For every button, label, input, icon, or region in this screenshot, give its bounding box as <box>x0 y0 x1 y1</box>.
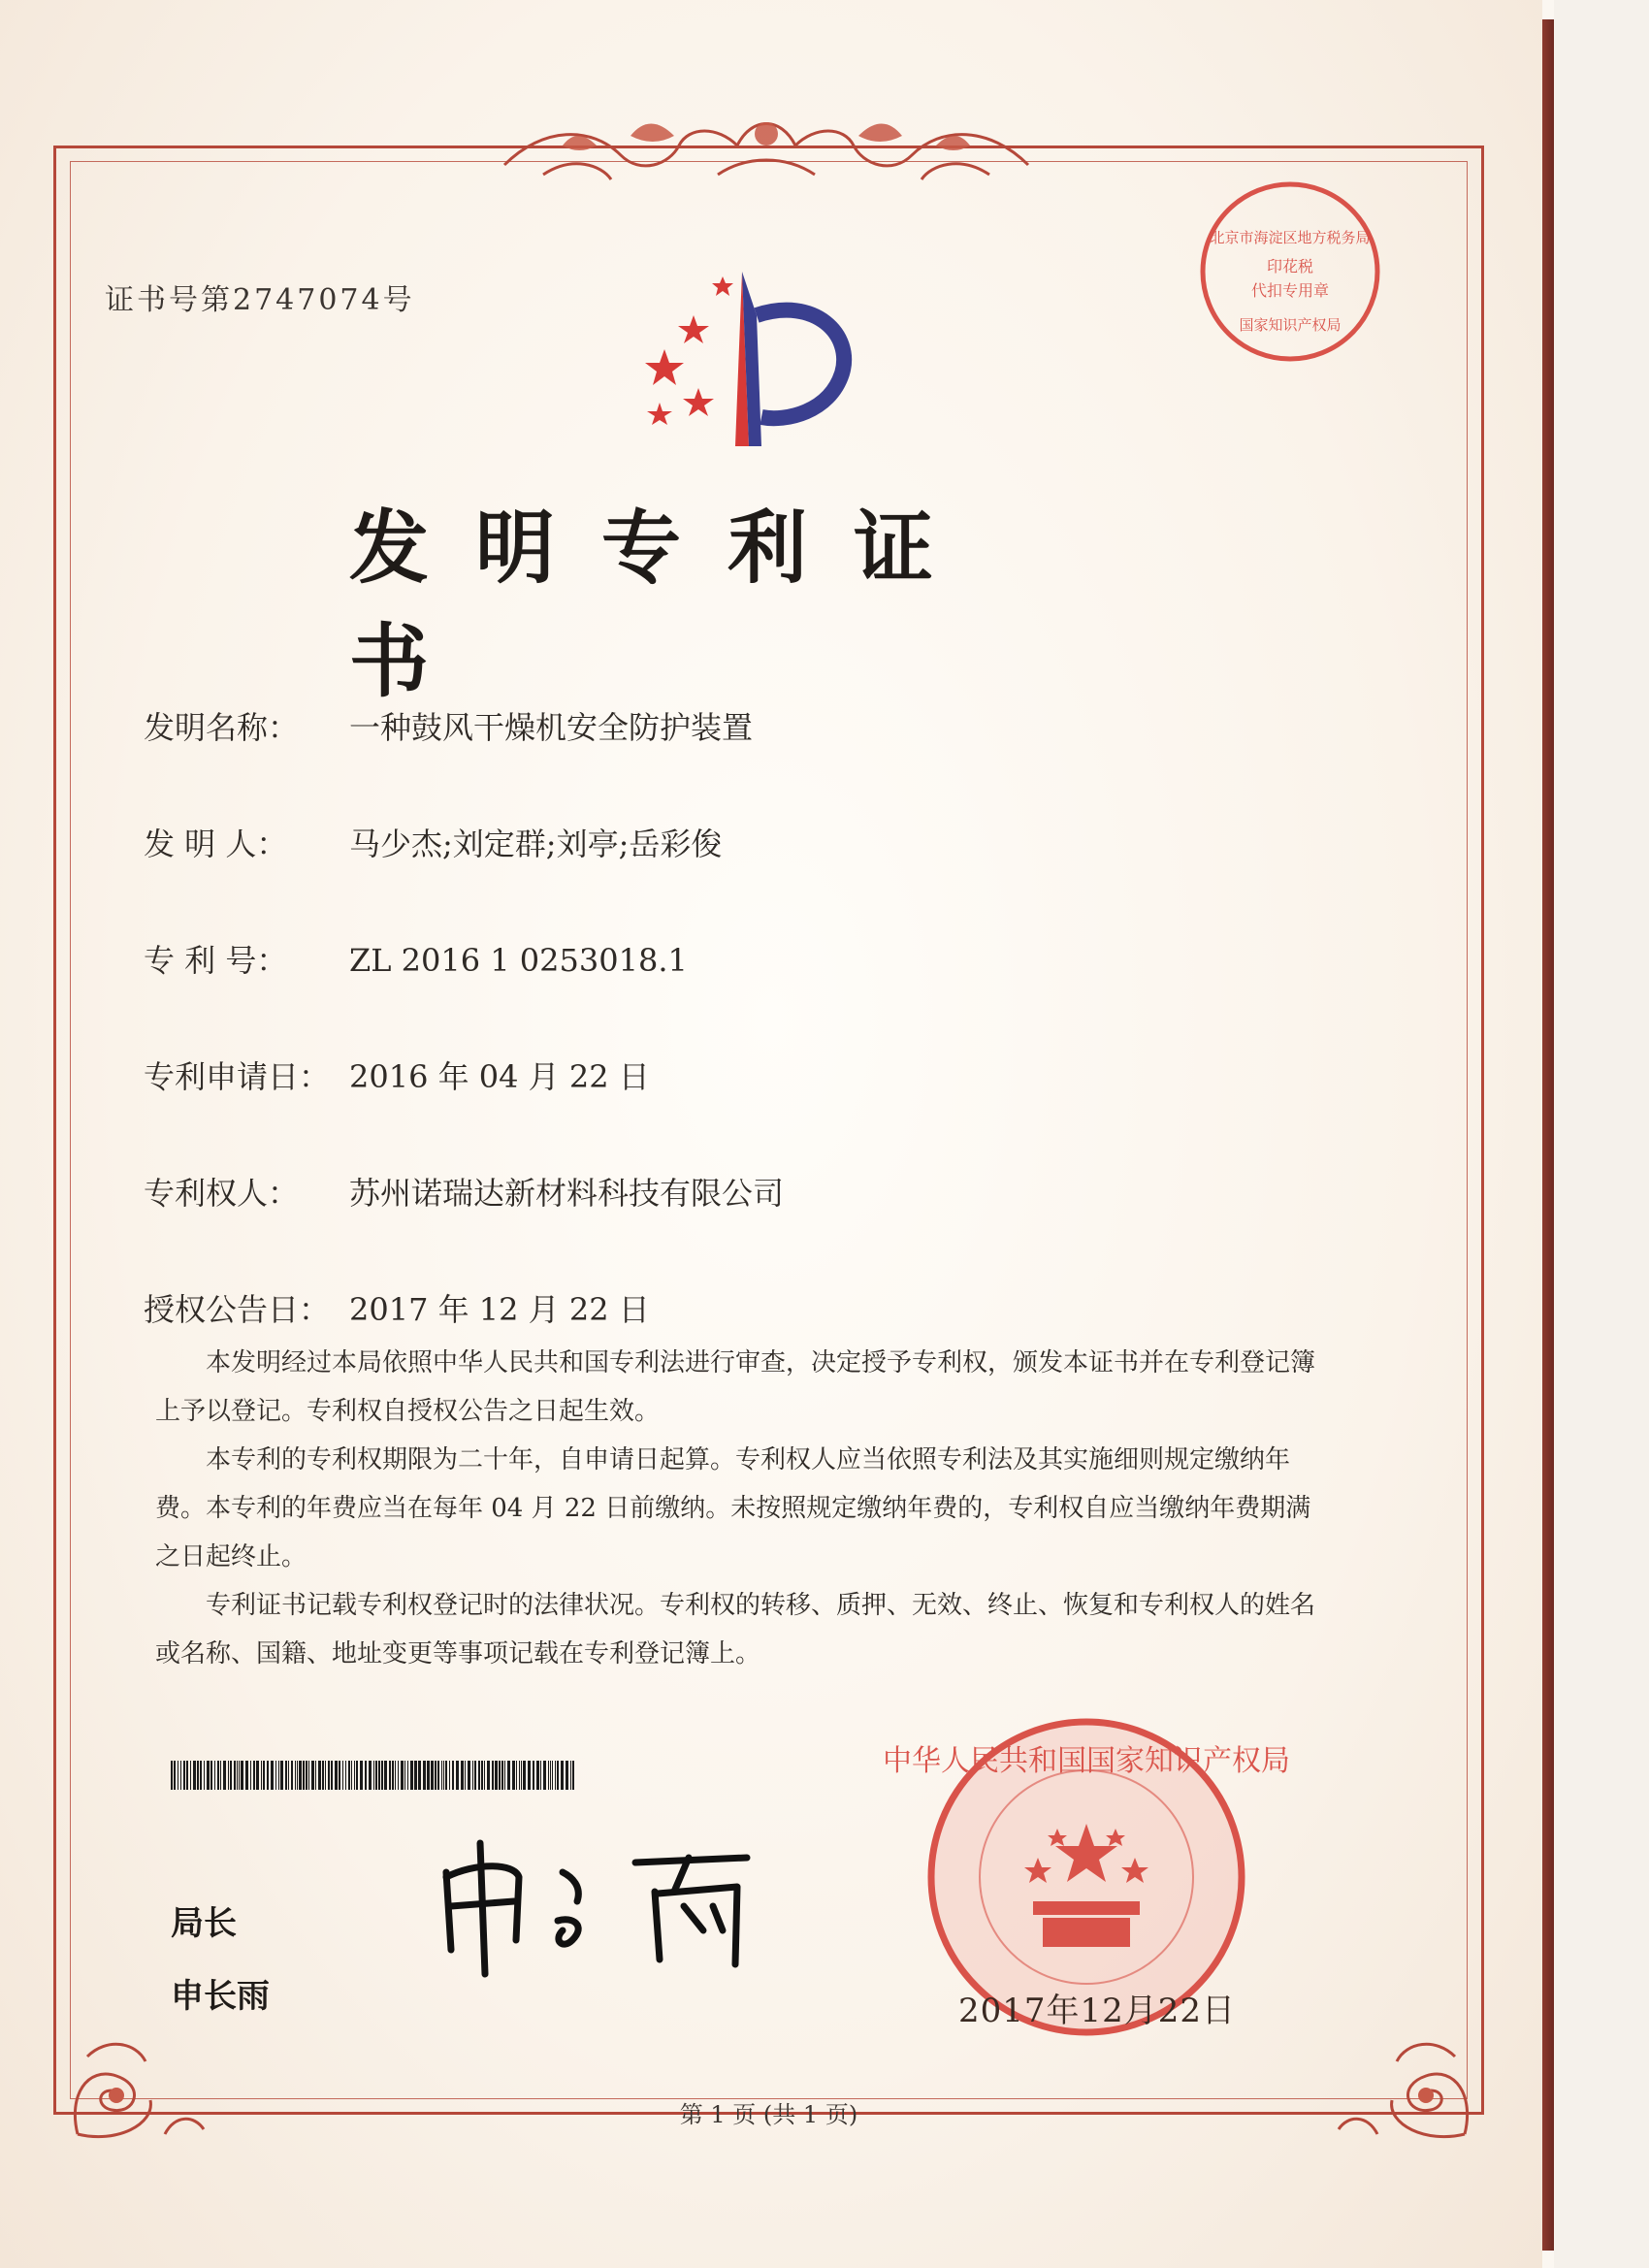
svg-text:印花税: 印花税 <box>1266 257 1314 275</box>
field-label: 专 利 号： <box>144 942 288 979</box>
top-scroll-ornament <box>485 97 1048 194</box>
field-label: 发明名称： <box>144 709 300 746</box>
body-paragraph: 本发明经过本局依照中华人民共和国专利法进行审查，决定授予专利权，颁发本证书并在专利登记簿上予以登记。专利权自授权公告之日起生效。 <box>155 1348 1316 1426</box>
director-signature <box>427 1833 776 1979</box>
barcode <box>171 1761 578 1790</box>
svg-text:北京市海淀区地方税务局: 北京市海淀区地方税务局 <box>1210 229 1371 246</box>
field-grant-date <box>144 1285 650 1330</box>
svg-text:中华人民共和国国家知识产权局: 中华人民共和国国家知识产权局 <box>883 1744 1290 1778</box>
field-label: 授权公告日： <box>144 1291 331 1328</box>
field-value: 一种鼓风干燥机安全防护装置 <box>349 709 754 746</box>
field-value: 苏州诺瑞达新材料科技有限公司 <box>349 1175 785 1212</box>
field-patent-number <box>144 936 688 981</box>
field-label: 发 明 人： <box>144 826 288 862</box>
director-title: 局长 <box>171 1904 237 1943</box>
binding-edge <box>1542 19 1554 2251</box>
scan-margin <box>1554 0 1649 2268</box>
field-value: ZL 2016 1 0253018.1 <box>349 942 688 979</box>
field-invention-name <box>144 703 753 748</box>
field-value: 2016 年 04 月 22 日 <box>349 1058 650 1095</box>
tax-stamp-seal <box>1193 175 1387 369</box>
field-inventors <box>144 820 722 864</box>
svg-text:国家知识产权局: 国家知识产权局 <box>1239 316 1342 334</box>
field-value: 2017 年 12 月 22 日 <box>349 1291 650 1328</box>
director-name: 申长雨 <box>171 1977 270 2016</box>
patent-office-emblem-icon <box>621 257 873 461</box>
page-title: 发明专利证书 <box>349 502 981 708</box>
field-patentee <box>144 1169 784 1214</box>
field-value: 马少杰;刘定群;刘亭;岳彩俊 <box>349 826 723 862</box>
field-application-date <box>144 1053 650 1097</box>
body-paragraph: 专利证书记载专利权登记时的法律状况。专利权的转移、质押、无效、终止、恢复和专利权人的姓名或名称、国籍、地址变更等事项记载在专利登记簿上。 <box>155 1591 1316 1669</box>
certificate-number: 证书号第2747074号 <box>105 283 415 317</box>
certificate-body <box>155 1339 1329 1678</box>
field-label: 专利权人： <box>144 1175 300 1212</box>
svg-text:代扣专用章: 代扣专用章 <box>1250 281 1330 300</box>
seal-date: 2017年12月22日 <box>958 1992 1237 2030</box>
field-label: 专利申请日： <box>144 1058 331 1095</box>
body-paragraph: 本专利的专利权期限为二十年，自申请日起算。专利权人应当依照专利法及其实施细则规定缴纳年费。本专利的年费应当在每年 04 月 22 日前缴纳。未按照规定缴纳年费的，专利权自应当缴纳年费期满之日起终止。 <box>155 1445 1311 1571</box>
page-number: 第 1 页 (共 1 页) <box>679 2101 858 2128</box>
